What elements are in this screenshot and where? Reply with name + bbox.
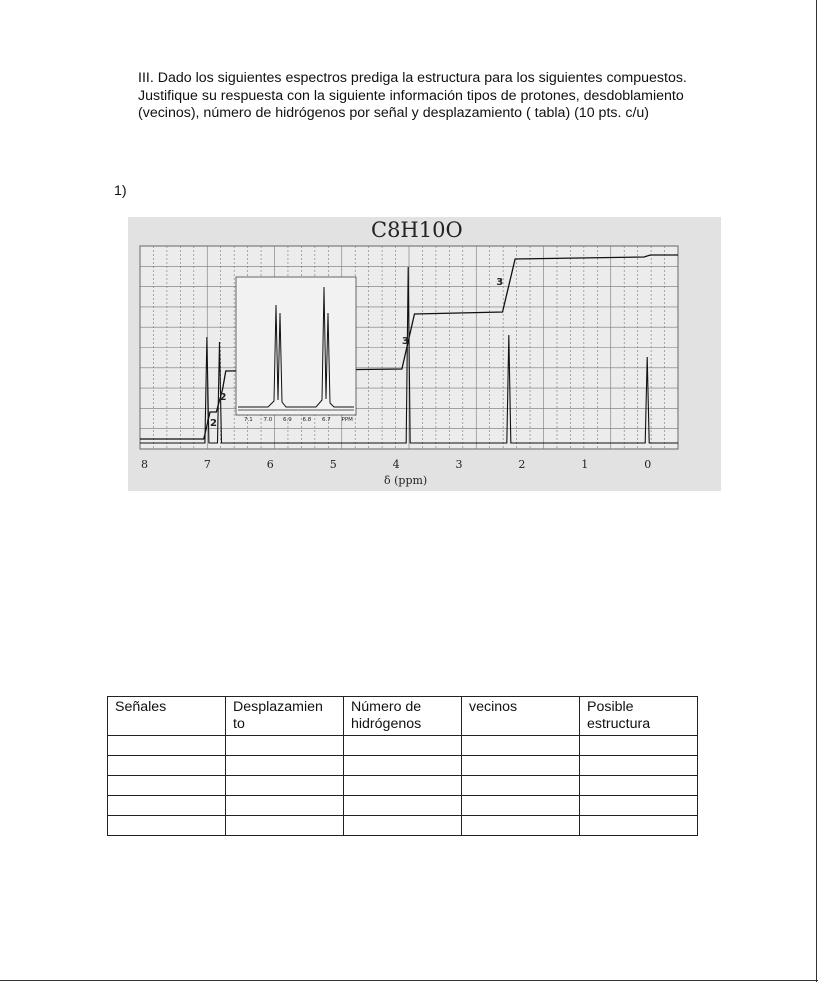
inset-tick-label: PPM — [341, 417, 353, 423]
integration-label: 3 — [496, 277, 504, 288]
inset-tick-label: 6.7 — [322, 417, 331, 423]
x-axis-tick-label: 6 — [266, 458, 274, 471]
inset-tick-label: 6.8 — [302, 417, 312, 423]
integration-label: 3 — [401, 336, 409, 347]
table-row — [108, 796, 698, 816]
inset-tick-label: 6.9 — [283, 417, 292, 423]
x-axis-tick-label: 7 — [203, 458, 211, 471]
answer-table — [107, 696, 698, 836]
table-header-row — [108, 697, 698, 736]
table-cell[interactable] — [462, 756, 580, 776]
molecular-formula: C8H10O — [371, 218, 463, 242]
table-cell[interactable] — [462, 796, 580, 816]
inset-spectrum — [236, 277, 356, 423]
header-senales: Señales — [108, 697, 226, 736]
table-row — [108, 736, 698, 756]
integration-label: 2 — [219, 392, 227, 403]
x-axis-tick-label: 4 — [392, 458, 400, 471]
inset-tick-label: 7.1 — [244, 417, 253, 423]
table-cell[interactable] — [226, 816, 344, 836]
table-row — [108, 756, 698, 776]
table-cell[interactable] — [108, 776, 226, 796]
table-cell[interactable] — [344, 736, 462, 756]
header-desplazamiento: Desplazamien to — [226, 697, 344, 736]
integration-label: 2 — [210, 418, 218, 429]
x-axis-tick-label: 2 — [518, 458, 526, 471]
table-cell[interactable] — [580, 816, 698, 836]
header-posible-estructura: Posible estructura — [580, 697, 698, 736]
table-cell[interactable] — [462, 776, 580, 796]
page-edge-right — [816, 0, 817, 982]
x-axis-tick-label: 3 — [455, 458, 463, 471]
table-cell[interactable] — [580, 736, 698, 756]
table-cell[interactable] — [580, 796, 698, 816]
table-cell[interactable] — [344, 756, 462, 776]
x-axis-tick-label: 1 — [581, 458, 589, 471]
table-cell[interactable] — [580, 776, 698, 796]
table-cell[interactable] — [226, 736, 344, 756]
table-cell[interactable] — [462, 816, 580, 836]
table-cell[interactable] — [108, 796, 226, 816]
table-row — [108, 776, 698, 796]
question-number: 1) — [114, 183, 127, 199]
table-cell[interactable] — [344, 796, 462, 816]
table-body — [108, 736, 698, 836]
question-instructions: III. Dado los siguientes espectros prediga la estructura para los siguientes compuestos. Justifique su respuesta con la siguiente información tipos de protones, desdoblamiento (vecinos), número de hidrógenos por señal y desplazamiento ( tabla) (10 pts. c/u) — [138, 70, 687, 122]
header-numero-hidrogenos: Número de hidrógenos — [344, 697, 462, 736]
x-axis-tick-label: 8 — [141, 458, 148, 471]
table-row — [108, 816, 698, 836]
table-cell[interactable] — [226, 796, 344, 816]
header-vecinos: vecinos — [462, 697, 580, 736]
inset-frame — [236, 277, 356, 415]
table-cell[interactable] — [462, 736, 580, 756]
table-cell[interactable] — [580, 756, 698, 776]
x-axis-tick-label: 5 — [329, 458, 337, 471]
table-cell[interactable] — [108, 736, 226, 756]
table-cell[interactable] — [344, 776, 462, 796]
table-cell[interactable] — [226, 776, 344, 796]
table-cell[interactable] — [108, 756, 226, 776]
x-axis-tick-label: 0 — [644, 458, 652, 471]
page-edge-bottom — [0, 980, 818, 981]
x-axis-label: δ (ppm) — [384, 474, 428, 487]
inset-tick-label: 7.0 — [263, 417, 273, 423]
nmr-spectrum-image — [128, 217, 721, 491]
table-cell[interactable] — [344, 816, 462, 836]
table-cell[interactable] — [108, 816, 226, 836]
table-cell[interactable] — [226, 756, 344, 776]
